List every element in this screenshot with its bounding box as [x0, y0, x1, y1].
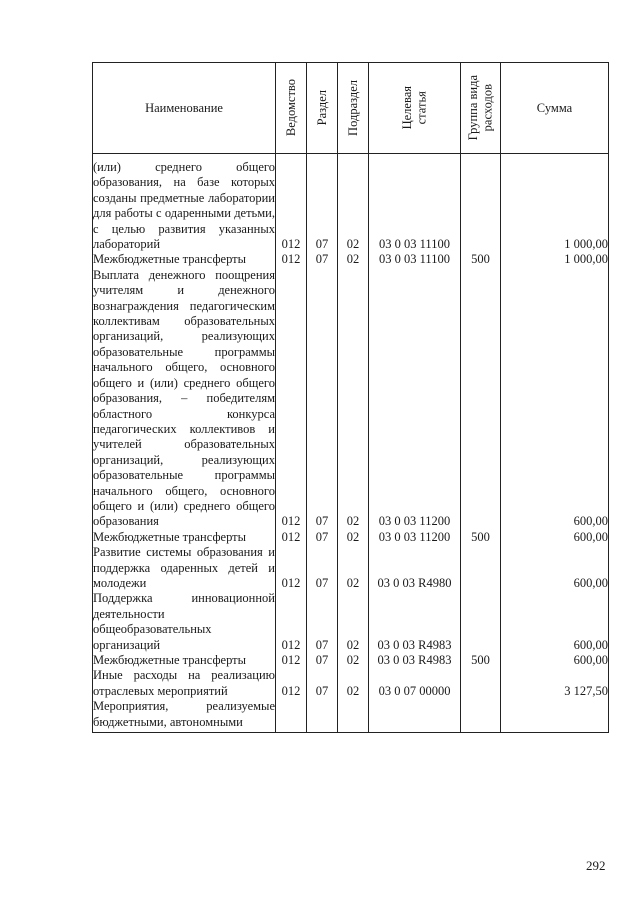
cell-group: [461, 268, 501, 530]
header-target-article-label: Целевая статья: [400, 86, 429, 130]
header-expense-group-label: Группа вида расходов: [466, 75, 495, 141]
cell-name: Выплата денежного поощрения учителям и денежного вознаграждения педагогическим коллективам образовательных организаций, реализующих образовательные программы начального общего, основного общего и (или) среднего общего образования, – победителям областного конкурса педагогических коллективов и учителей образовательных организаций, реализующих образовательные программы начального общего, основного общего и (или) среднего общего образования: [93, 267, 275, 529]
cell-section: 07: [307, 154, 338, 253]
header-name: [93, 63, 276, 154]
cell-subsection: 02: [338, 653, 369, 668]
cell-group: 500: [461, 530, 501, 545]
cell-subsection: 02: [338, 530, 369, 545]
cell-group: 500: [461, 653, 501, 668]
cell-article: 03 0 03 R4983: [369, 653, 461, 668]
header-subsection-label: Подраздел: [345, 80, 360, 136]
table-row: [93, 653, 609, 668]
header-dept-label: Ведомство: [283, 79, 298, 137]
cell-section: 07: [307, 252, 338, 267]
table-row: [93, 268, 609, 530]
cell-amount: 600,00: [501, 530, 609, 545]
cell-section: 07: [307, 591, 338, 653]
table-row: [93, 252, 609, 267]
table-header-row: [93, 63, 609, 154]
cell-group: 500: [461, 252, 501, 267]
header-section-label: Раздел: [314, 90, 329, 126]
cell-name: Межбюджетные трансферты: [93, 252, 276, 267]
page-number: 292: [586, 858, 606, 873]
cell-dept: 012: [276, 668, 307, 699]
cell-dept: 012: [276, 268, 307, 530]
cell-subsection: [338, 699, 369, 732]
cell-article: 03 0 03 11100: [369, 154, 461, 253]
cell-name: Межбюджетные трансферты: [93, 653, 276, 668]
cell-subsection: 02: [338, 668, 369, 699]
cell-name: Межбюджетные трансферты: [93, 530, 276, 545]
cell-section: 07: [307, 653, 338, 668]
cell-dept: 012: [276, 530, 307, 545]
cell-amount: 1 000,00: [501, 154, 609, 253]
cell-dept: 012: [276, 591, 307, 653]
table-row: [93, 545, 609, 591]
header-target-article: [369, 63, 461, 154]
cell-section: [307, 699, 338, 732]
cell-article: 03 0 03 11200: [369, 530, 461, 545]
cell-amount: 600,00: [501, 591, 609, 653]
header-section: [307, 63, 338, 154]
cell-article: 03 0 07 00000: [369, 668, 461, 699]
cell-subsection: 02: [338, 545, 369, 591]
table-row: [93, 699, 609, 732]
cell-group: [461, 154, 501, 253]
cell-name: Развитие системы образования и поддержка одаренных детей и молодежи: [93, 545, 275, 590]
table-row: [93, 591, 609, 653]
budget-table: [92, 62, 609, 733]
header-name-label: Наименование: [145, 100, 223, 115]
cell-amount: 1 000,00: [501, 252, 609, 267]
header-expense-group: [461, 63, 501, 154]
cell-article: 03 0 03 11100: [369, 252, 461, 267]
cell-dept: 012: [276, 653, 307, 668]
header-amount-label: Сумма: [536, 100, 573, 115]
cell-dept: 012: [276, 545, 307, 591]
cell-dept: 012: [276, 154, 307, 253]
cell-dept: 012: [276, 252, 307, 267]
cell-subsection: 02: [338, 268, 369, 530]
cell-amount: 600,00: [501, 268, 609, 530]
cell-article: 03 0 03 R4980: [369, 545, 461, 591]
cell-section: 07: [307, 545, 338, 591]
cell-group: [461, 545, 501, 591]
cell-name: Мероприятия, реализуемые бюджетными, автономными: [93, 699, 276, 732]
cell-group: [461, 699, 501, 732]
cell-amount: 600,00: [501, 545, 609, 591]
cell-section: 07: [307, 668, 338, 699]
cell-subsection: 02: [338, 252, 369, 267]
cell-name: Поддержка инновационной деятельности общеобразовательных организаций: [93, 591, 275, 652]
cell-article: 03 0 03 R4983: [369, 591, 461, 653]
cell-dept: [276, 699, 307, 732]
header-dept: [276, 63, 307, 154]
cell-subsection: 02: [338, 591, 369, 653]
header-subsection: [338, 63, 369, 154]
cell-amount: [501, 699, 609, 732]
cell-group: [461, 591, 501, 653]
cell-name: (или) среднего общего образования, на базе которых созданы предметные лаборатории для работы с одаренными детьми, с целью развития указанных лабораторий: [93, 154, 276, 253]
table-row: [93, 154, 609, 253]
table-row: [93, 530, 609, 545]
cell-section: 07: [307, 268, 338, 530]
cell-subsection: 02: [338, 154, 369, 253]
cell-name: Иные расходы на реализацию отраслевых мероприятий: [93, 668, 275, 698]
table-row: [93, 668, 609, 699]
cell-section: 07: [307, 530, 338, 545]
cell-group: [461, 668, 501, 699]
header-amount: [501, 63, 609, 154]
cell-article: 03 0 03 11200: [369, 268, 461, 530]
cell-amount: 3 127,50: [501, 668, 609, 699]
cell-amount: 600,00: [501, 653, 609, 668]
cell-article: [369, 699, 461, 732]
